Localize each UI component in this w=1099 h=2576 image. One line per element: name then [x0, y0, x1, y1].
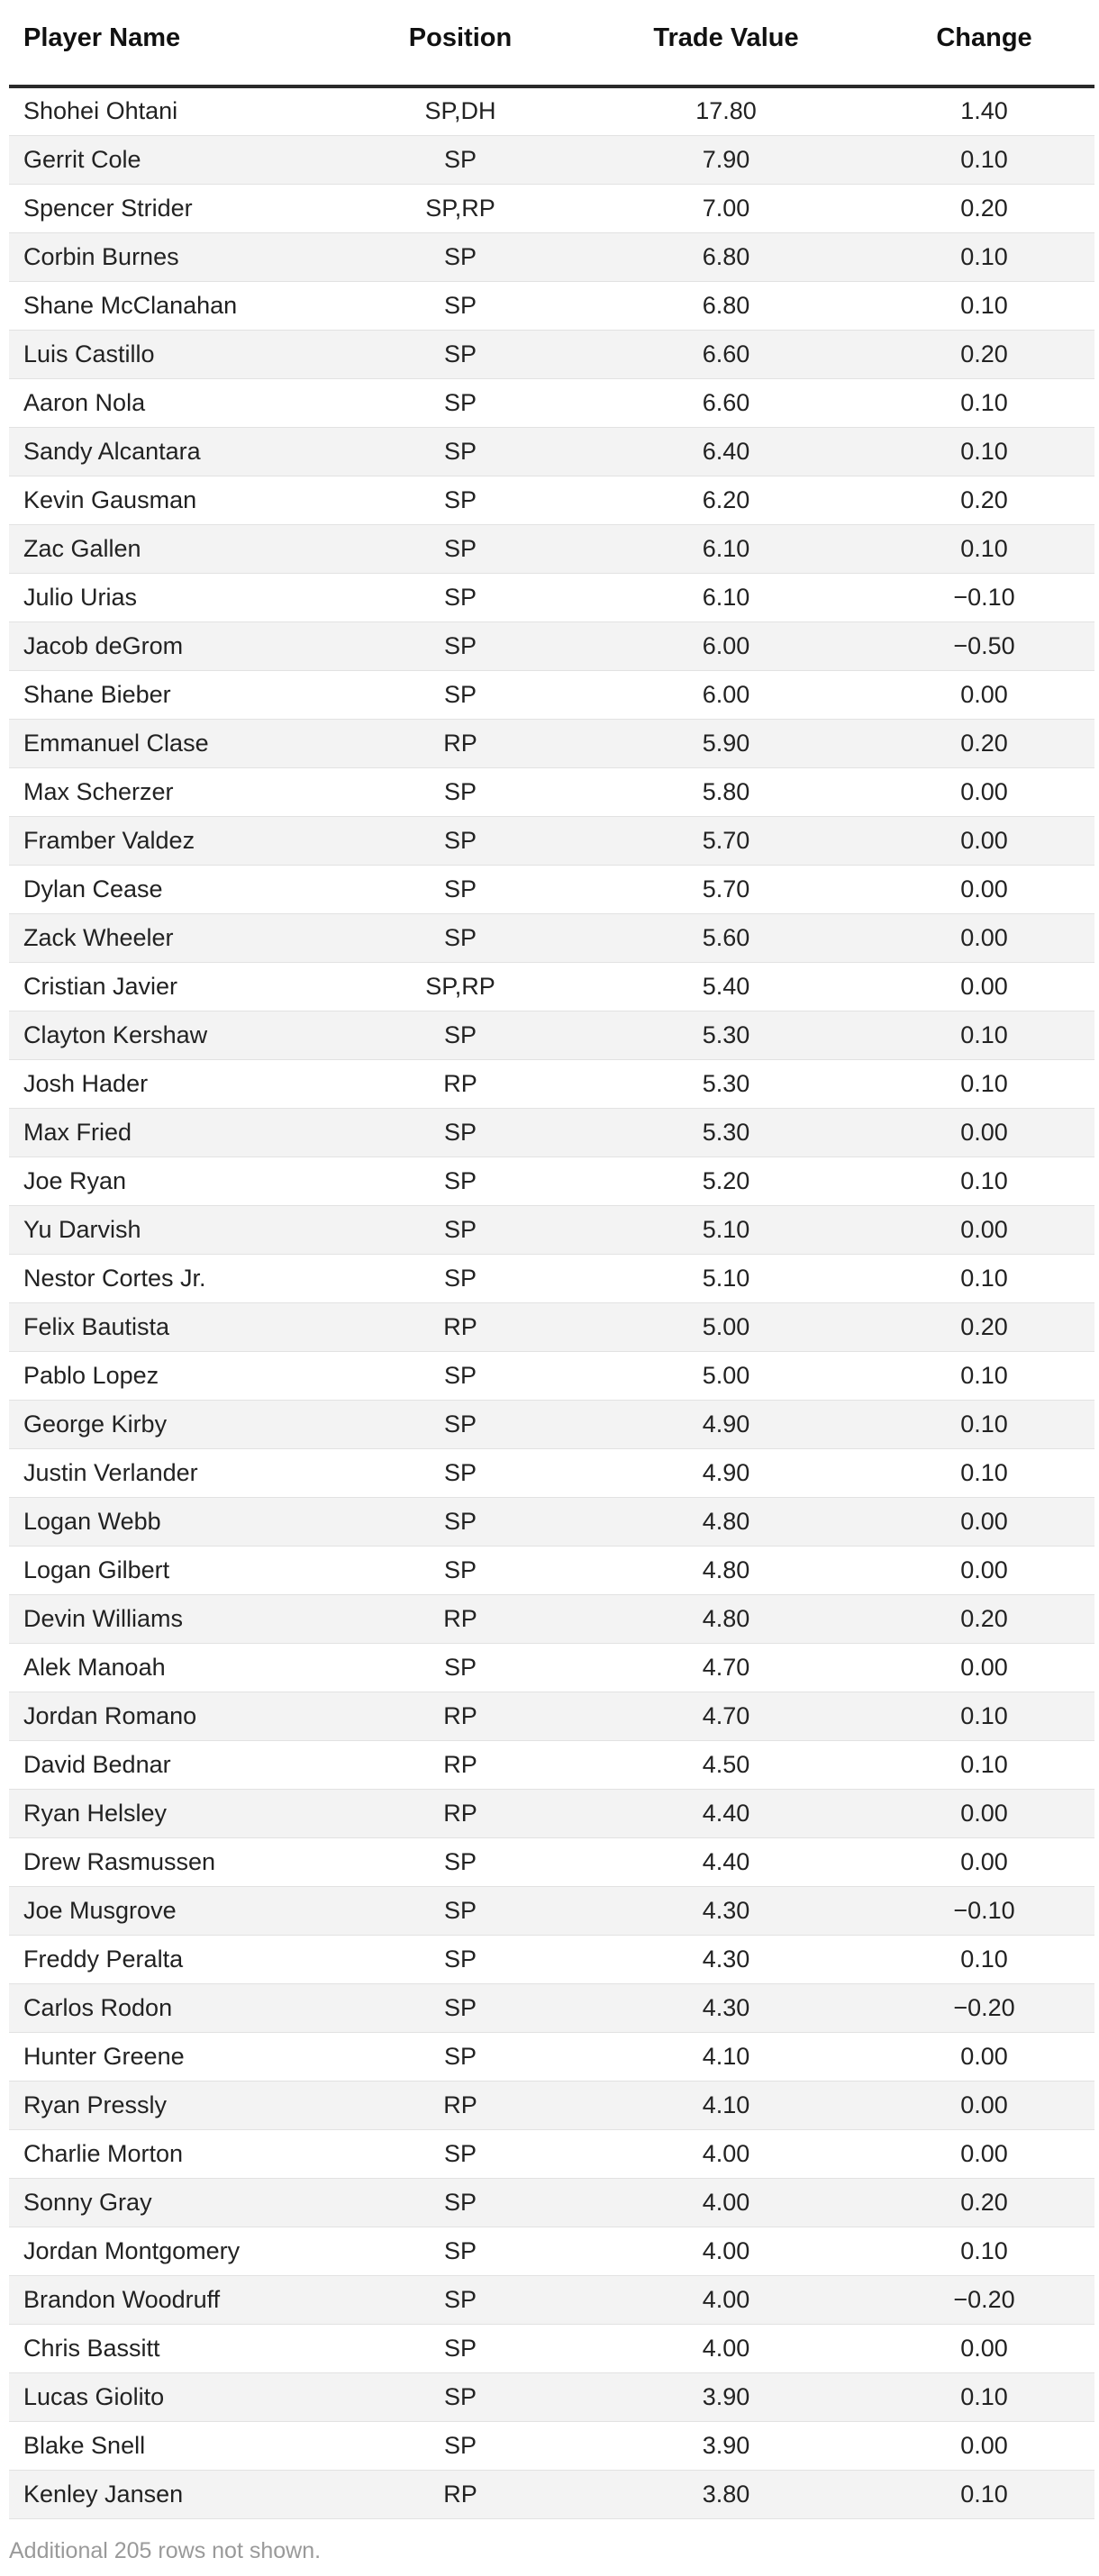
player-name-cell: Nestor Cortes Jr. [9, 1254, 342, 1302]
trade-value-cell: 4.90 [578, 1400, 874, 1448]
trade-value-cell: 6.60 [578, 378, 874, 427]
change-cell: 0.10 [874, 2372, 1094, 2421]
position-cell: SP [342, 1011, 578, 1059]
change-cell: 0.00 [874, 2421, 1094, 2470]
trade-value-cell: 4.10 [578, 2032, 874, 2081]
change-cell: 0.10 [874, 232, 1094, 281]
position-cell: SP [342, 573, 578, 621]
table-row [9, 135, 1094, 184]
table-body [9, 86, 1094, 2518]
player-name-cell: Brandon Woodruff [9, 2275, 342, 2324]
table-row [9, 2275, 1094, 2324]
column-header-change[interactable]: Change [874, 0, 1094, 86]
player-name-cell: Hunter Greene [9, 2032, 342, 2081]
change-cell: 0.00 [874, 1643, 1094, 1692]
player-name-cell: Ryan Helsley [9, 1789, 342, 1837]
position-cell: SP [342, 1205, 578, 1254]
change-cell: −0.20 [874, 1983, 1094, 2032]
table-row [9, 2372, 1094, 2421]
position-cell: SP [342, 135, 578, 184]
trade-value-cell: 5.10 [578, 1254, 874, 1302]
column-header-position[interactable]: Position [342, 0, 578, 86]
player-name-cell: Clayton Kershaw [9, 1011, 342, 1059]
position-cell: SP [342, 1643, 578, 1692]
player-name-cell: Sandy Alcantara [9, 427, 342, 476]
change-cell: 0.00 [874, 2129, 1094, 2178]
position-cell: RP [342, 1594, 578, 1643]
position-cell: SP,RP [342, 184, 578, 232]
player-name-cell: Logan Webb [9, 1497, 342, 1546]
player-name-cell: Cristian Javier [9, 962, 342, 1011]
trade-value-cell: 6.00 [578, 621, 874, 670]
position-cell: SP [342, 1546, 578, 1594]
table-row [9, 427, 1094, 476]
change-cell: 0.20 [874, 2178, 1094, 2227]
player-name-cell: Emmanuel Clase [9, 719, 342, 767]
change-cell: 0.10 [874, 524, 1094, 573]
player-name-cell: Pablo Lopez [9, 1351, 342, 1400]
change-cell: 0.10 [874, 1156, 1094, 1205]
table-row [9, 1302, 1094, 1351]
trade-value-cell: 5.00 [578, 1351, 874, 1400]
change-cell: 0.10 [874, 1935, 1094, 1983]
position-cell: SP [342, 427, 578, 476]
trade-value-cell: 5.00 [578, 1302, 874, 1351]
position-cell: SP [342, 2275, 578, 2324]
table-row [9, 232, 1094, 281]
trade-value-cell: 6.80 [578, 232, 874, 281]
trade-value-cell: 5.30 [578, 1108, 874, 1156]
trade-value-cell: 3.90 [578, 2421, 874, 2470]
change-cell: 0.10 [874, 1448, 1094, 1497]
table-row [9, 1935, 1094, 1983]
player-name-cell: Shohei Ohtani [9, 86, 342, 135]
trade-value-cell: 6.80 [578, 281, 874, 330]
position-cell: SP [342, 281, 578, 330]
position-cell: SP,DH [342, 86, 578, 135]
table-row [9, 719, 1094, 767]
player-name-cell: Aaron Nola [9, 378, 342, 427]
change-cell: 0.10 [874, 1254, 1094, 1302]
player-name-cell: Framber Valdez [9, 816, 342, 865]
position-cell: RP [342, 1692, 578, 1740]
table-row [9, 767, 1094, 816]
trade-value-cell: 6.60 [578, 330, 874, 378]
change-cell: 0.10 [874, 1059, 1094, 1108]
change-cell: 0.00 [874, 1497, 1094, 1546]
position-cell: SP [342, 1400, 578, 1448]
position-cell: SP [342, 1108, 578, 1156]
table-row [9, 1351, 1094, 1400]
change-cell: 0.10 [874, 135, 1094, 184]
header-row [9, 0, 1094, 86]
player-name-cell: Luis Castillo [9, 330, 342, 378]
table-row [9, 1983, 1094, 2032]
table-row [9, 1156, 1094, 1205]
player-name-cell: Shane Bieber [9, 670, 342, 719]
table-row [9, 330, 1094, 378]
table-row [9, 1886, 1094, 1935]
player-name-cell: Julio Urias [9, 573, 342, 621]
table-row [9, 476, 1094, 524]
player-name-cell: Sonny Gray [9, 2178, 342, 2227]
trade-value-cell: 4.30 [578, 1983, 874, 2032]
change-cell: 0.10 [874, 1692, 1094, 1740]
table-row [9, 816, 1094, 865]
position-cell: RP [342, 2470, 578, 2518]
change-cell: 0.00 [874, 962, 1094, 1011]
position-cell: RP [342, 1789, 578, 1837]
position-cell: SP [342, 1448, 578, 1497]
player-name-cell: Joe Ryan [9, 1156, 342, 1205]
trade-value-cell: 4.90 [578, 1448, 874, 1497]
trade-value-cell: 4.80 [578, 1546, 874, 1594]
column-header-trade-value[interactable]: Trade Value [578, 0, 874, 86]
change-cell: 0.00 [874, 2032, 1094, 2081]
position-cell: SP [342, 621, 578, 670]
position-cell: SP [342, 2372, 578, 2421]
player-name-cell: Kenley Jansen [9, 2470, 342, 2518]
trade-value-cell: 4.00 [578, 2129, 874, 2178]
position-cell: SP [342, 767, 578, 816]
player-name-cell: Jordan Romano [9, 1692, 342, 1740]
change-cell: 0.00 [874, 1789, 1094, 1837]
change-cell: 0.20 [874, 719, 1094, 767]
player-name-cell: Blake Snell [9, 2421, 342, 2470]
trade-value-cell: 6.10 [578, 524, 874, 573]
player-name-cell: Dylan Cease [9, 865, 342, 913]
position-cell: SP [342, 2129, 578, 2178]
position-cell: SP [342, 865, 578, 913]
table-row [9, 1059, 1094, 1108]
player-name-cell: Max Fried [9, 1108, 342, 1156]
change-cell: 0.10 [874, 427, 1094, 476]
position-cell: SP [342, 330, 578, 378]
player-name-cell: Freddy Peralta [9, 1935, 342, 1983]
change-cell: 0.00 [874, 913, 1094, 962]
position-cell: SP [342, 670, 578, 719]
table-row [9, 670, 1094, 719]
trade-value-cell: 4.30 [578, 1886, 874, 1935]
position-cell: RP [342, 1740, 578, 1789]
change-cell: 0.20 [874, 184, 1094, 232]
table-row [9, 1497, 1094, 1546]
trade-value-cell: 5.30 [578, 1059, 874, 1108]
table-row [9, 1205, 1094, 1254]
position-cell: RP [342, 1059, 578, 1108]
trade-value-cell: 6.40 [578, 427, 874, 476]
player-name-cell: Kevin Gausman [9, 476, 342, 524]
trade-value-cell: 5.70 [578, 865, 874, 913]
trade-value-cell: 5.60 [578, 913, 874, 962]
change-cell: 1.40 [874, 86, 1094, 135]
trade-value-cell: 5.40 [578, 962, 874, 1011]
trade-value-cell: 3.90 [578, 2372, 874, 2421]
table-row [9, 1108, 1094, 1156]
player-name-cell: Gerrit Cole [9, 135, 342, 184]
change-cell: 0.00 [874, 2324, 1094, 2372]
position-cell: SP [342, 2227, 578, 2275]
trade-value-cell: 5.80 [578, 767, 874, 816]
trade-value-cell: 4.00 [578, 2275, 874, 2324]
trade-value-table [9, 0, 1094, 2519]
player-name-cell: Yu Darvish [9, 1205, 342, 1254]
trade-value-cell: 4.40 [578, 1789, 874, 1837]
table-row [9, 962, 1094, 1011]
change-cell: 0.10 [874, 1400, 1094, 1448]
change-cell: −0.10 [874, 1886, 1094, 1935]
table-header [9, 0, 1094, 86]
position-cell: SP [342, 1935, 578, 1983]
position-cell: SP [342, 524, 578, 573]
trade-value-cell: 17.80 [578, 86, 874, 135]
table-row [9, 1448, 1094, 1497]
change-cell: 0.00 [874, 1205, 1094, 1254]
player-name-cell: Max Scherzer [9, 767, 342, 816]
position-cell: SP [342, 2421, 578, 2470]
player-name-cell: David Bednar [9, 1740, 342, 1789]
player-name-cell: Josh Hader [9, 1059, 342, 1108]
change-cell: 0.10 [874, 281, 1094, 330]
change-cell: 0.00 [874, 1837, 1094, 1886]
table-row [9, 1740, 1094, 1789]
change-cell: 0.20 [874, 1594, 1094, 1643]
player-name-cell: Joe Musgrove [9, 1886, 342, 1935]
player-name-cell: Logan Gilbert [9, 1546, 342, 1594]
trade-value-cell: 4.40 [578, 1837, 874, 1886]
table-row [9, 2081, 1094, 2129]
position-cell: RP [342, 1302, 578, 1351]
trade-value-cell: 6.00 [578, 670, 874, 719]
position-cell: SP [342, 913, 578, 962]
trade-value-cell: 5.30 [578, 1011, 874, 1059]
trade-value-cell: 4.80 [578, 1594, 874, 1643]
player-name-cell: Carlos Rodon [9, 1983, 342, 2032]
player-name-cell: Zack Wheeler [9, 913, 342, 962]
position-cell: SP [342, 1351, 578, 1400]
change-cell: 0.00 [874, 865, 1094, 913]
change-cell: 0.00 [874, 816, 1094, 865]
trade-value-cell: 4.10 [578, 2081, 874, 2129]
change-cell: 0.20 [874, 1302, 1094, 1351]
player-name-cell: Shane McClanahan [9, 281, 342, 330]
position-cell: SP [342, 2178, 578, 2227]
player-name-cell: Chris Bassitt [9, 2324, 342, 2372]
table-row [9, 913, 1094, 962]
trade-value-cell: 4.70 [578, 1692, 874, 1740]
table-row [9, 524, 1094, 573]
player-name-cell: Ryan Pressly [9, 2081, 342, 2129]
position-cell: SP [342, 1983, 578, 2032]
position-cell: SP [342, 1497, 578, 1546]
player-name-cell: George Kirby [9, 1400, 342, 1448]
change-cell: 0.10 [874, 2470, 1094, 2518]
player-name-cell: Lucas Giolito [9, 2372, 342, 2421]
trade-value-cell: 4.00 [578, 2178, 874, 2227]
position-cell: SP [342, 2032, 578, 2081]
table-row [9, 2032, 1094, 2081]
trade-value-cell: 4.00 [578, 2227, 874, 2275]
table-row [9, 1254, 1094, 1302]
trade-value-cell: 4.00 [578, 2324, 874, 2372]
table-row [9, 2470, 1094, 2518]
change-cell: 0.10 [874, 2227, 1094, 2275]
table-row [9, 2324, 1094, 2372]
player-name-cell: Spencer Strider [9, 184, 342, 232]
table-row [9, 621, 1094, 670]
table-row [9, 1643, 1094, 1692]
position-cell: SP [342, 232, 578, 281]
change-cell: −0.50 [874, 621, 1094, 670]
position-cell: SP [342, 378, 578, 427]
player-name-cell: Alek Manoah [9, 1643, 342, 1692]
position-cell: RP [342, 719, 578, 767]
trade-value-cell: 3.80 [578, 2470, 874, 2518]
table-row [9, 1789, 1094, 1837]
player-name-cell: Zac Gallen [9, 524, 342, 573]
trade-value-cell: 5.10 [578, 1205, 874, 1254]
position-cell: SP [342, 1837, 578, 1886]
player-name-cell: Devin Williams [9, 1594, 342, 1643]
change-cell: 0.10 [874, 378, 1094, 427]
change-cell: 0.00 [874, 2081, 1094, 2129]
change-cell: 0.20 [874, 476, 1094, 524]
change-cell: 0.00 [874, 670, 1094, 719]
column-header-player-name[interactable]: Player Name [9, 0, 342, 86]
change-cell: 0.00 [874, 1108, 1094, 1156]
change-cell: 0.00 [874, 1546, 1094, 1594]
trade-value-cell: 7.90 [578, 135, 874, 184]
player-name-cell: Jordan Montgomery [9, 2227, 342, 2275]
trade-value-cell: 4.80 [578, 1497, 874, 1546]
table-row [9, 1400, 1094, 1448]
trade-value-cell: 4.50 [578, 1740, 874, 1789]
trade-value-cell: 6.20 [578, 476, 874, 524]
trade-value-table-container [9, 0, 1094, 2519]
change-cell: 0.20 [874, 330, 1094, 378]
trade-value-cell: 5.70 [578, 816, 874, 865]
player-name-cell: Justin Verlander [9, 1448, 342, 1497]
change-cell: 0.10 [874, 1351, 1094, 1400]
table-row [9, 281, 1094, 330]
player-name-cell: Jacob deGrom [9, 621, 342, 670]
position-cell: RP [342, 2081, 578, 2129]
trade-value-cell: 5.90 [578, 719, 874, 767]
position-cell: SP [342, 816, 578, 865]
table-row [9, 1011, 1094, 1059]
table-row [9, 184, 1094, 232]
change-cell: 0.10 [874, 1011, 1094, 1059]
table-row [9, 2178, 1094, 2227]
position-cell: SP [342, 1886, 578, 1935]
position-cell: SP [342, 476, 578, 524]
table-row [9, 865, 1094, 913]
player-name-cell: Drew Rasmussen [9, 1837, 342, 1886]
position-cell: SP,RP [342, 962, 578, 1011]
table-row [9, 86, 1094, 135]
trade-value-cell: 5.20 [578, 1156, 874, 1205]
player-name-cell: Felix Bautista [9, 1302, 342, 1351]
trade-value-cell: 7.00 [578, 184, 874, 232]
change-cell: 0.00 [874, 767, 1094, 816]
change-cell: −0.10 [874, 573, 1094, 621]
position-cell: SP [342, 1254, 578, 1302]
table-row [9, 2227, 1094, 2275]
table-row [9, 1837, 1094, 1886]
position-cell: SP [342, 1156, 578, 1205]
player-name-cell: Corbin Burnes [9, 232, 342, 281]
change-cell: 0.10 [874, 1740, 1094, 1789]
table-row [9, 1692, 1094, 1740]
table-row [9, 2421, 1094, 2470]
table-row [9, 2129, 1094, 2178]
rows-not-shown-note: Additional 205 rows not shown. [9, 2538, 322, 2563]
change-cell: −0.20 [874, 2275, 1094, 2324]
player-name-cell: Charlie Morton [9, 2129, 342, 2178]
trade-value-cell: 4.70 [578, 1643, 874, 1692]
table-row [9, 1594, 1094, 1643]
table-row [9, 573, 1094, 621]
position-cell: SP [342, 2324, 578, 2372]
trade-value-cell: 6.10 [578, 573, 874, 621]
trade-value-cell: 4.30 [578, 1935, 874, 1983]
table-row [9, 378, 1094, 427]
table-row [9, 1546, 1094, 1594]
